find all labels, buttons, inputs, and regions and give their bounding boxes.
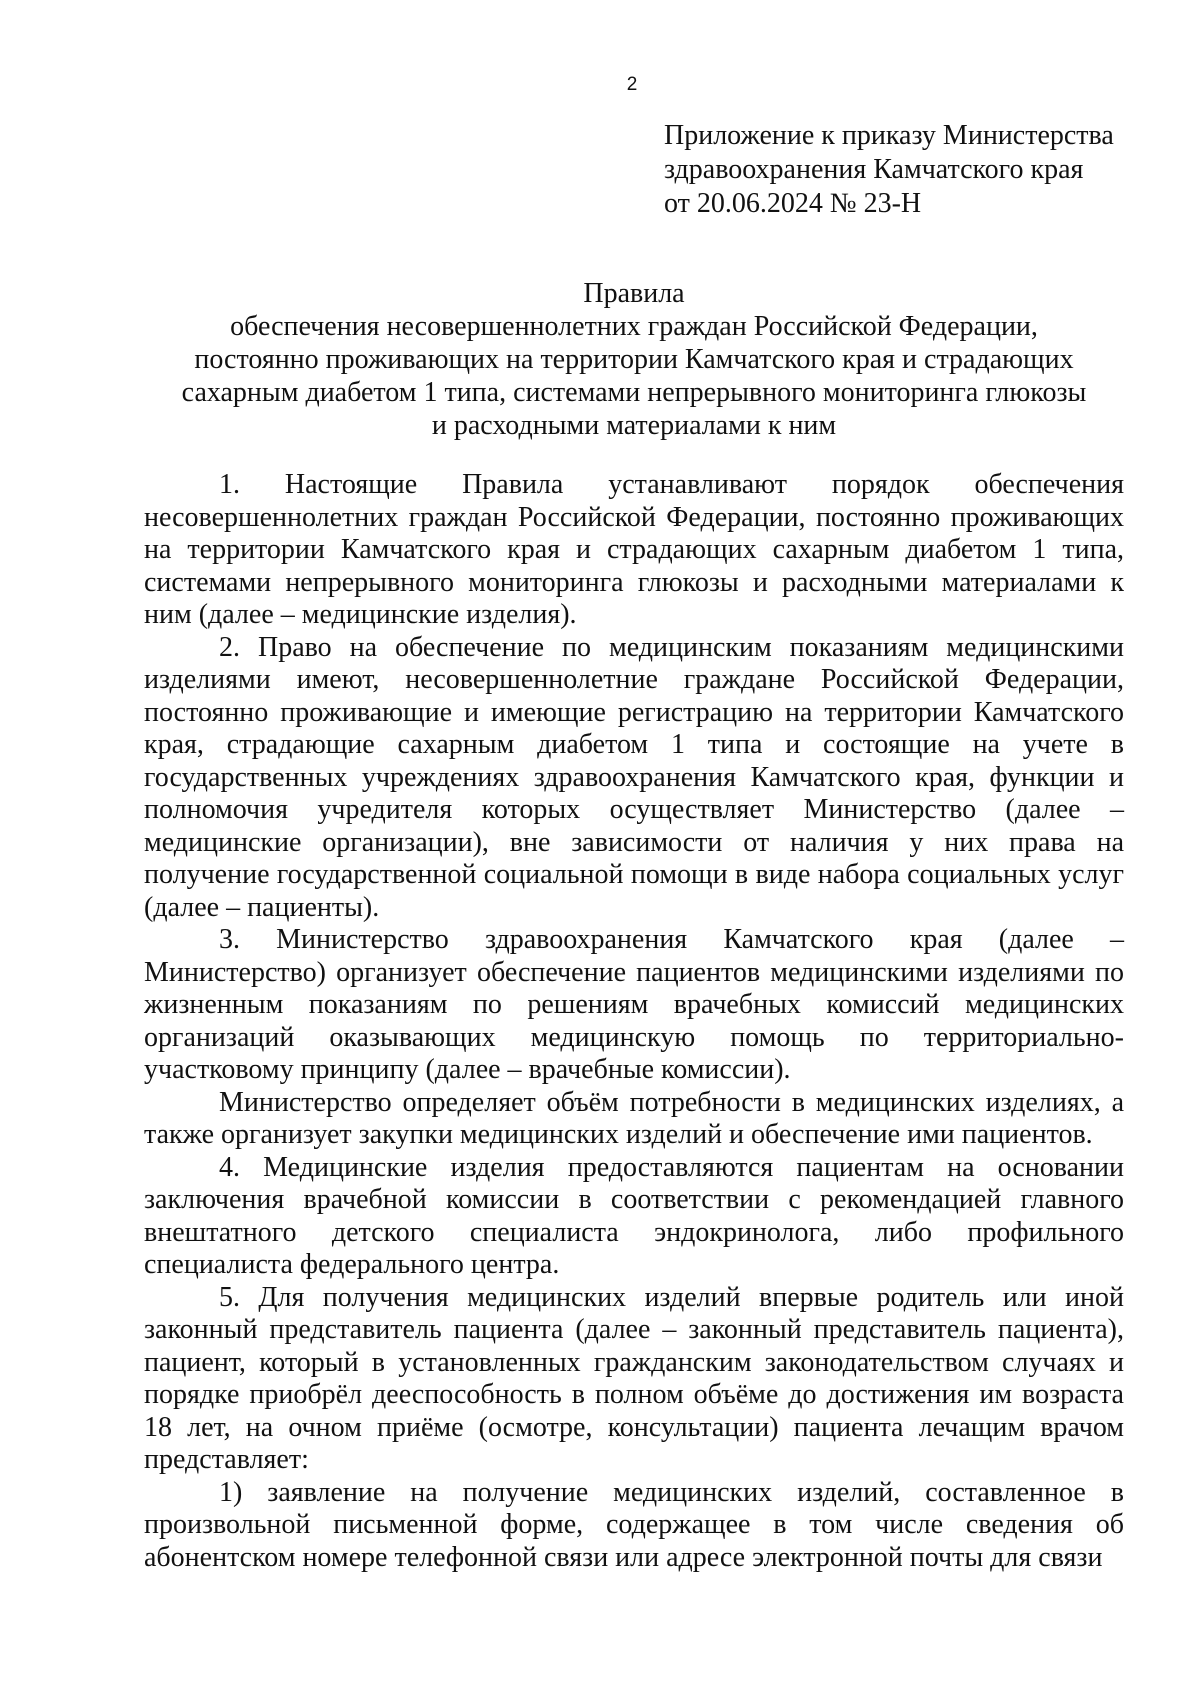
- document-title: [144, 277, 1124, 442]
- paragraph-1: 1. Настоящие Правила устанавливают порядок обеспечения несовершеннолетних граждан Российской Федерации, постоянно проживающих на территории Камчатского края и страдающих сахарным диабетом 1 типа, системами непрерывного мониторинга глюкозы и расходными материалами к ним (далее – медицинские изделия).: [144, 469, 1124, 630]
- title-heading: Правила: [583, 278, 685, 309]
- paragraph-2: 2. Право на обеспечение по медицинским показаниям медицинскими изделиями имеют, несовершеннолетние граждане Российской Федерации, постоянно проживающие и имеющие регистрацию на территории Камчатского края, страдающие сахарным диабетом 1 типа и состоящие на учете в государственных учреждениях здравоохранения Камчатского края, функции и полномочия учредителя которых осуществляет Министерство (далее – медицинские организации), вне зависимости от наличия у них права на получение государственной социальной помощи в виде набора социальных услуг (далее – пациенты).: [144, 631, 1124, 923]
- title-line-2: постоянно проживающих на территории Камчатского края и страдающих: [194, 344, 1074, 375]
- page-number: 2: [626, 74, 638, 95]
- order-date-number: от 20.06.2024 № 23-Н: [664, 188, 922, 219]
- appendix-line-2: здравоохранения Камчатского края: [664, 154, 1084, 185]
- appendix-header: [664, 119, 1134, 221]
- paragraph-3: 3. Министерство здравоохранения Камчатского края (далее – Министерство) организует обеспечение пациентов медицинскими изделиями по жизненным показаниям по решениям врачебных комиссий медицинских организаций оказывающих медицинскую помощь по территориально-участковому принципу (далее – врачебные комиссии).: [144, 924, 1124, 1085]
- paragraph-5-item-1: 1) заявление на получение медицинских изделий, составленное в произвольной письменной форме, содержащее в том числе сведения об абонентском номере телефонной связи или адресе электронной почты для связи: [144, 1476, 1124, 1573]
- paragraph-3-continued: Министерство определяет объём потребности в медицинских изделиях, а также организует закупки медицинских изделий и обеспечение ими пациентов.: [144, 1086, 1124, 1150]
- title-line-3: сахарным диабетом 1 типа, системами непрерывного мониторинга глюкозы: [181, 377, 1087, 408]
- appendix-line-1: Приложение к приказу Министерства: [664, 120, 1114, 151]
- paragraph-4: 4. Медицинские изделия предоставляются пациентам на основании заключения врачебной комиссии в соответствии с рекомендацией главного внештатного детского специалиста эндокринолога, либо профильного специалиста федерального центра.: [144, 1151, 1124, 1280]
- title-line-4: и расходными материалами к ним: [431, 410, 837, 441]
- document-body: [144, 469, 1124, 1574]
- title-line-1: обеспечения несовершеннолетних граждан Российской Федерации,: [230, 311, 1038, 342]
- paragraph-5: 5. Для получения медицинских изделий впервые родитель или иной законный представитель пациента (далее – законный представитель пациента), пациент, который в установленных гражданским законодательством случаях и порядке приобрёл дееспособность в полном объёме до достижения им возраста 18 лет, на очном приёме (осмотре, консультации) пациента лечащим врачом представляет:: [144, 1281, 1124, 1475]
